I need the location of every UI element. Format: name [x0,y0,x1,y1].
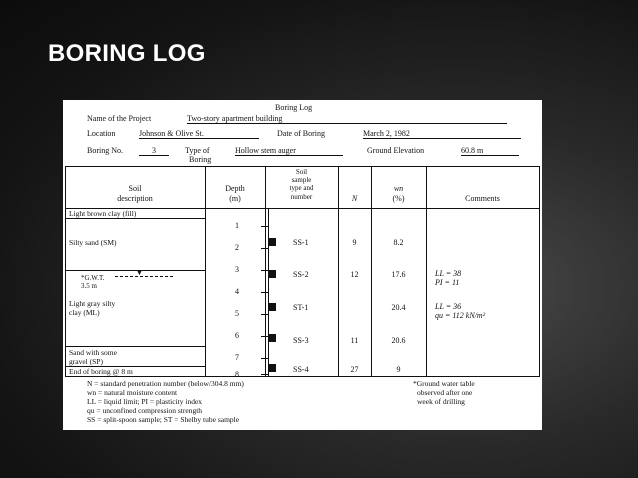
legend-line: SS = split-spoon sample; ST = Shelby tube sample [87,415,240,424]
depth-tick [261,248,268,249]
sample-marker [269,364,276,372]
gwt-label: *G.W.T. [81,274,105,282]
soil-gray-clay-2: clay (ML) [69,308,100,317]
elev-value: 60.8 m [461,146,519,156]
right-border [539,166,540,377]
soil-end: End of boring @ 8 m [69,367,133,376]
sample-marker [269,334,276,342]
soil-silty-sand: Silty sand (SM) [69,238,117,247]
sample-n: 9 [352,238,357,247]
col-n: N [351,194,358,203]
sample-w: 20.4 [391,303,406,312]
strata-boundary [65,270,205,271]
sample-w: 8.2 [393,238,404,247]
depth-tick [261,226,268,227]
legend-line: wn = natural moisture content [87,388,178,397]
comment-ll: LL = 38 [435,269,462,278]
location-label: Location [87,129,116,138]
gwt-line [115,276,173,277]
depth-label: 6 [235,331,239,340]
date-value: March 2, 1982 [363,129,521,139]
comment-pi: PI = 11 [435,278,460,287]
type-label-2: Boring [189,155,212,164]
footnote-line: observed after one [417,388,473,397]
footnote-line: week of drilling [417,397,465,406]
slide-title: BORING LOG [48,40,206,67]
depth-tick [261,374,268,375]
sample-w: 20.6 [391,336,406,345]
legend-line: LL = liquid limit; PI = plasticity index [87,397,203,406]
type-value: Hollow stem auger [235,146,343,156]
depth-tick [261,270,268,271]
gwt-depth: 3.5 m [81,282,97,290]
table-bottom-rule [65,376,540,377]
elev-label: Ground Elevation [367,146,425,155]
sample-n: 12 [350,270,359,279]
depth-label: 5 [235,309,239,318]
boring-log-sheet [63,100,542,430]
sample-id: SS-4 [293,365,309,374]
col-sample-4: number [290,193,313,201]
boring-no-label: Boring No. [87,146,123,155]
depth-tick [261,336,268,337]
boring-no-value: 3 [139,146,169,156]
strata-boundary [65,218,205,219]
comment-qu: qu = 112 kN/m² [435,311,486,320]
footnote-line: *Ground water table [413,379,475,388]
col-w-1: wn [393,184,404,193]
depth-label: 8 [235,370,239,379]
gwt-marker-icon: ▼ [136,269,143,277]
sample-id: SS-1 [293,238,309,247]
sample-n: 11 [350,336,359,345]
sample-id: ST-1 [293,303,309,312]
depth-axis [268,208,269,376]
sample-marker [269,238,276,246]
sample-w: 17.6 [391,270,406,279]
sample-n: 27 [350,365,359,374]
table-top-rule [65,166,540,167]
depth-label: 1 [235,221,239,230]
col-depth-1: Depth [225,184,245,193]
col-w-2: (%) [392,194,405,203]
sample-id: SS-2 [293,270,309,279]
col-comments: Comments [465,194,500,203]
depth-label: 4 [235,287,239,296]
legend-line: N = standard penetration number (below/304.8 mm) [87,379,244,388]
type-label-1: Type of [185,146,210,155]
col-sample-3: type and [289,184,314,192]
col-sample-2: sample [291,176,312,184]
depth-tick [261,292,268,293]
sample-marker [269,303,276,311]
soil-sand-gravel-2: gravel (SP) [69,357,103,366]
col-soil-2: description [117,194,153,203]
date-label: Date of Boring [277,129,325,138]
depth-tick [261,314,268,315]
depth-label: 3 [235,265,239,274]
soil-sand-gravel-1: Sand with some [69,348,117,357]
location-value: Johnson & Olive St. [139,129,259,139]
depth-label: 7 [235,353,239,362]
project-value: Two-story apartment building [187,114,507,124]
strata-boundary [65,346,205,347]
sample-w: 9 [396,365,401,374]
project-label: Name of the Project [87,114,152,123]
col-sample-1: Soil [295,168,308,176]
col-depth-2: (m) [229,194,241,203]
depth-tick [261,358,268,359]
soil-gray-clay-1: Light gray silty [69,299,116,308]
col-soil-1: Soil [128,184,142,193]
soil-fill: Light brown clay (fill) [69,209,137,218]
sample-id: SS-3 [293,336,309,345]
depth-label: 2 [235,243,239,252]
legend-line: qu = unconfined compression strength [87,406,203,415]
comment-ll: LL = 36 [435,302,462,311]
log-heading: Boring Log [275,103,313,112]
sample-marker [269,270,276,278]
